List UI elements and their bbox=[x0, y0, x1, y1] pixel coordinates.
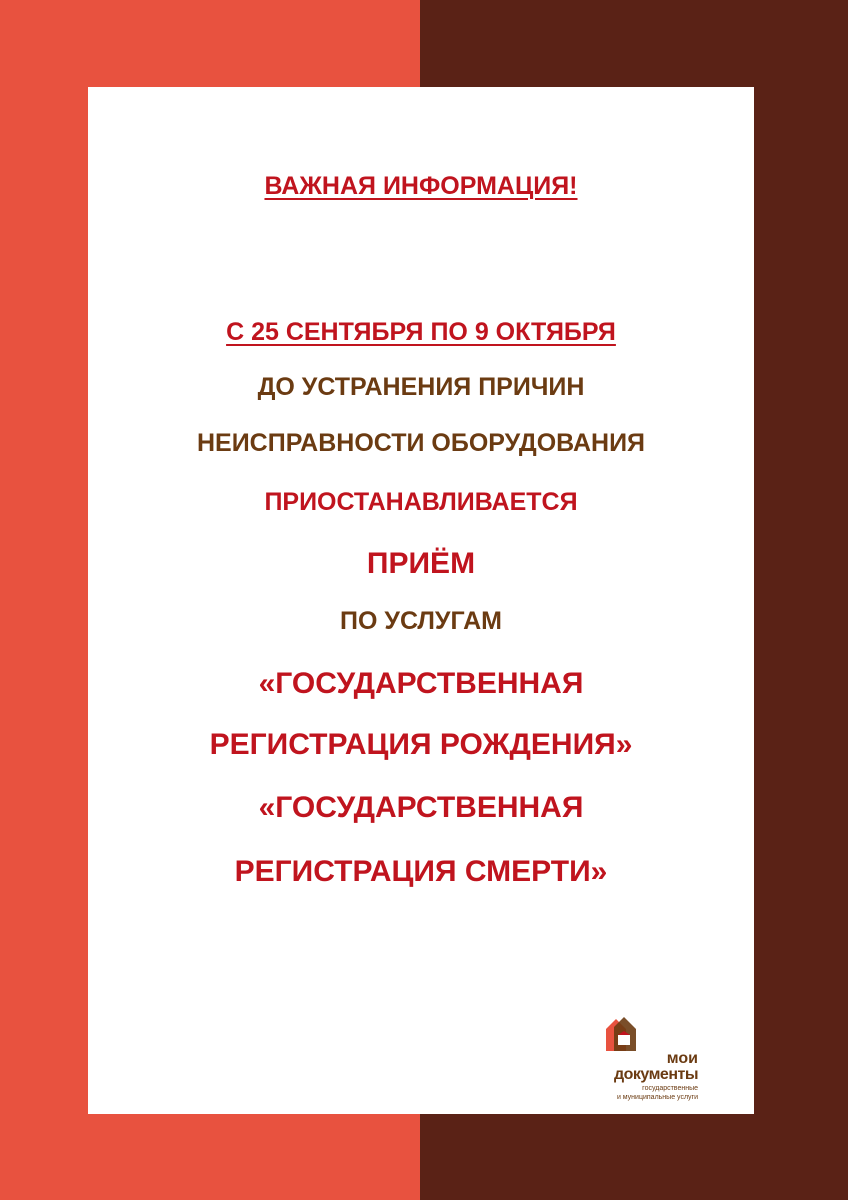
service-1-line-2: РЕГИСТРАЦИЯ РОЖДЕНИЯ» bbox=[209, 728, 633, 761]
notice-line-3: ПРИОСТАНАВЛИВАЕТСЯ bbox=[264, 488, 578, 516]
logo-name-line-2: документы bbox=[613, 1066, 698, 1083]
notice-card bbox=[88, 87, 754, 1114]
date-range: С 25 СЕНТЯБРЯ ПО 9 ОКТЯБРЯ bbox=[226, 318, 616, 346]
logo-name-line-1: мои bbox=[666, 1050, 698, 1067]
logo-tagline-2: и муниципальные услуги bbox=[616, 1094, 698, 1101]
service-2-line-2: РЕГИСТРАЦИЯ СМЕРТИ» bbox=[234, 855, 608, 888]
service-2-line-1: «ГОСУДАРСТВЕННАЯ bbox=[258, 791, 584, 824]
notice-heading: ВАЖНАЯ ИНФОРМАЦИЯ! bbox=[264, 172, 578, 200]
notice-line-4: ПРИЁМ bbox=[366, 547, 476, 580]
logo-mark-icon bbox=[602, 1017, 638, 1053]
logo-tagline-1: государственные bbox=[642, 1085, 698, 1092]
notice-line-2: НЕИСПРАВНОСТИ ОБОРУДОВАНИЯ bbox=[196, 429, 646, 457]
notice-line-5: ПО УСЛУГАМ bbox=[340, 607, 502, 635]
moi-dokumenty-logo bbox=[586, 1017, 726, 1101]
notice-line-1: ДО УСТРАНЕНИЯ ПРИЧИН bbox=[257, 373, 585, 401]
service-1-line-1: «ГОСУДАРСТВЕННАЯ bbox=[258, 667, 584, 700]
